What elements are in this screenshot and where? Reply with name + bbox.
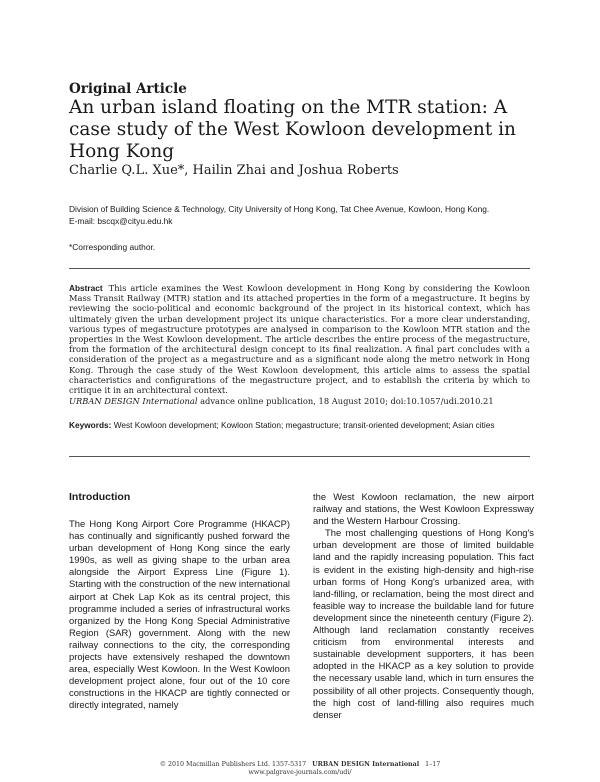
- section-heading-introduction: Introduction: [69, 491, 131, 503]
- footer-journal: URBAN DESIGN International: [312, 761, 420, 768]
- bottom-divider: [69, 456, 530, 457]
- author-list: Charlie Q.L. Xue*, Hailin Zhai and Joshua Roberts: [69, 163, 399, 178]
- keywords-label: Keywords:: [69, 420, 112, 430]
- footer-pages: 1–17: [425, 761, 441, 768]
- author-email: E-mail: bscqx@cityu.edu.hk: [69, 215, 173, 226]
- body-paragraph: The most challenging questions of Hong Kong's urban development are those of limited buildable land and the rapidly increasing population. This fact is evident in the existing high-density and high-rise urban forms of Hong Kong's urbanized area, with land-filling, or reclamation, being the most direct and feasible way to increase the buildable land for future development since the nineteenth century (Figure 2). Although land reclamation constantly receives criticism from environmental interests and sustainable development supporters, it has been adopted in the HKACP as a key solution to provide the necessary usable land, which in turn ensures the possibility of all other projects. Consequently though, the high cost of land-filling also requires much denser: [313, 527, 534, 720]
- abstract-text: This article examines the West Kowloon development in Hong Kong by considering the Kowloon Mass Transit Railway (MTR) station and its attached properties in the form of a megastructure. It begins by reviewing the socio-political and economic background of the project in its historical context, which has ultimately given the urban development project its unique characteristics. For a more clear understanding, various types of megastructure prototypes are analysed in comparison to the Kowloon MTR station and the properties in the West Kowloon development. The article describes the entire process of the megastructure, from the formation of the architectural design concept to its final realization. A final part concludes with a consideration of the project as a megastructure and as a significant node along the metro network in Hong Kong. Through the case study of the West Kowloon development, this article aims to assess the spatial characteristics and configurations of the megastructure project, and to establish the criteria by which to critique it in an architectural context.: [69, 283, 530, 396]
- body-column-right: [313, 491, 534, 721]
- page-footer: [0, 761, 600, 777]
- article-type-label: Original Article: [69, 81, 187, 97]
- citation-details: advance online publication, 18 August 2010; doi:10.1057/udi.2010.21: [197, 396, 494, 406]
- top-divider: [69, 268, 530, 269]
- body-paragraph: the West Kowloon reclamation, the new airport railway and stations, the West Kowloon Expressway and the Western Harbour Crossing.: [313, 491, 534, 527]
- citation-journal: URBAN DESIGN International: [69, 396, 198, 406]
- article-title: An urban island floating on the MTR station: A case study of the West Kowloon development in Hong Kong: [69, 97, 516, 162]
- body-paragraph: The Hong Kong Airport Core Programme (HKACP) has continually and significantly pushed forward the urban development of Hong Kong since the early 1990s, as well as giving shape to the urban area alongside the Airport Express Line (Figure 1). Starting with the construction of the new international airport at Chek Lap Kok as its central project, this programme included a series of infrastructural works organized by the Hong Kong Special Administrative Region (SAR) government. Along with the new railway connections to the city, the corresponding projects have extensively reshaped the downtown area, especially West Kowloon. In the West Kowloon development project alone, four out of the 10 core constructions in the HKACP are tightly connected or directly integrated, namely: [69, 518, 290, 711]
- citation-line: [69, 396, 530, 406]
- abstract-label: Abstract: [69, 283, 103, 293]
- keywords-text: West Kowloon development; Kowloon Station; megastructure; transit-oriented development; Asian cities: [111, 420, 495, 430]
- keywords: [69, 420, 530, 431]
- abstract: [69, 283, 530, 395]
- affiliation-block: [69, 204, 539, 227]
- footer-url[interactable]: www.palgrave-journals.com/udi/: [248, 769, 352, 776]
- footer-line-1: [0, 761, 600, 769]
- corresponding-note: *Corresponding author.: [69, 242, 156, 252]
- affiliation: Division of Building Science & Technology, City University of Hong Kong, Tat Chee Avenue, Kowloon, Hong Kong.: [69, 204, 490, 214]
- footer-copyright: © 2010 Macmillan Publishers Ltd. 1357-5317: [159, 761, 307, 768]
- body-column-left: [69, 518, 290, 712]
